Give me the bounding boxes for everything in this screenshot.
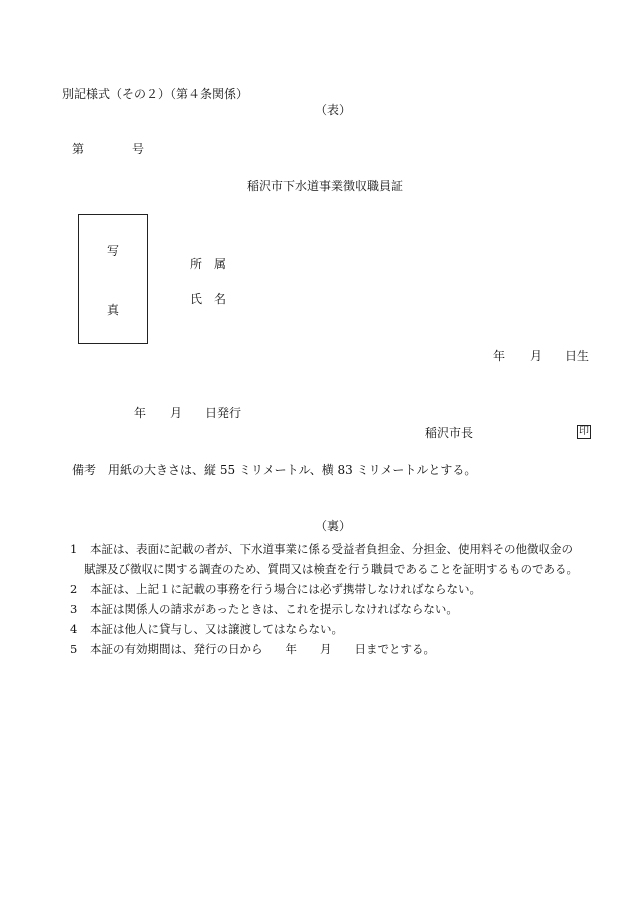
- item-text: 本証は、上記１に記載の事務を行う場合には必ず携帯しなければならない。: [90, 582, 481, 596]
- list-item: [70, 579, 600, 599]
- back-items-list: [70, 539, 600, 659]
- form-label: 別記様式（その２）（第４条関係）: [62, 87, 249, 101]
- number-prefix: 第: [72, 142, 85, 156]
- affiliation-label: 所 属: [190, 257, 227, 271]
- name-label: 氏 名: [190, 292, 227, 306]
- list-item: [70, 599, 600, 619]
- birth-day-label: 日生: [565, 349, 590, 363]
- front-side-label: （表）: [315, 103, 352, 117]
- photo-label-bottom: 真: [107, 303, 120, 317]
- item-text: 本証は関係人の請求があったときは、これを提示しなければならない。: [90, 602, 458, 616]
- item-number: 5: [70, 642, 78, 656]
- issue-day-label: 日発行: [205, 406, 242, 420]
- issue-year-label: 年: [134, 406, 147, 420]
- item-text-continued: 賦課及び徴収に関する調査のため、質問又は検査を行う職員であることを証明するものである。: [84, 562, 579, 576]
- birth-month-label: 月: [530, 349, 543, 363]
- item-number: 4: [70, 622, 78, 636]
- seal-mark: 印: [579, 426, 589, 437]
- number-suffix: 号: [132, 142, 145, 156]
- list-item: [70, 539, 600, 579]
- remarks-text: 用紙の大きさは、縦 55 ミリメートル、横 83 ミリメートルとする。: [108, 463, 477, 477]
- issuer-label: 稲沢市長: [425, 426, 474, 440]
- item-number: 2: [70, 582, 78, 596]
- photo-label-top: 写: [107, 244, 120, 258]
- item-text: 本証は他人に貸与し、又は譲渡してはならない。: [90, 622, 343, 636]
- item-text: 本証は、表面に記載の者が、下水道事業に係る受益者負担金、分担金、使用料その他徴収金の: [90, 542, 573, 556]
- list-item: [70, 639, 600, 659]
- item-number: 1: [70, 542, 78, 556]
- list-item: [70, 619, 600, 639]
- item-number: 3: [70, 602, 78, 616]
- photo-box: [78, 214, 148, 344]
- remarks-label: 備考: [72, 463, 97, 477]
- birth-year-label: 年: [493, 349, 506, 363]
- item-text: 本証の有効期間は、発行の日から 年 月 日までとする。: [90, 642, 435, 656]
- card-title: 稲沢市下水道事業徴収職員証: [247, 179, 404, 193]
- back-side-label: （裏）: [315, 519, 352, 533]
- issue-month-label: 月: [170, 406, 183, 420]
